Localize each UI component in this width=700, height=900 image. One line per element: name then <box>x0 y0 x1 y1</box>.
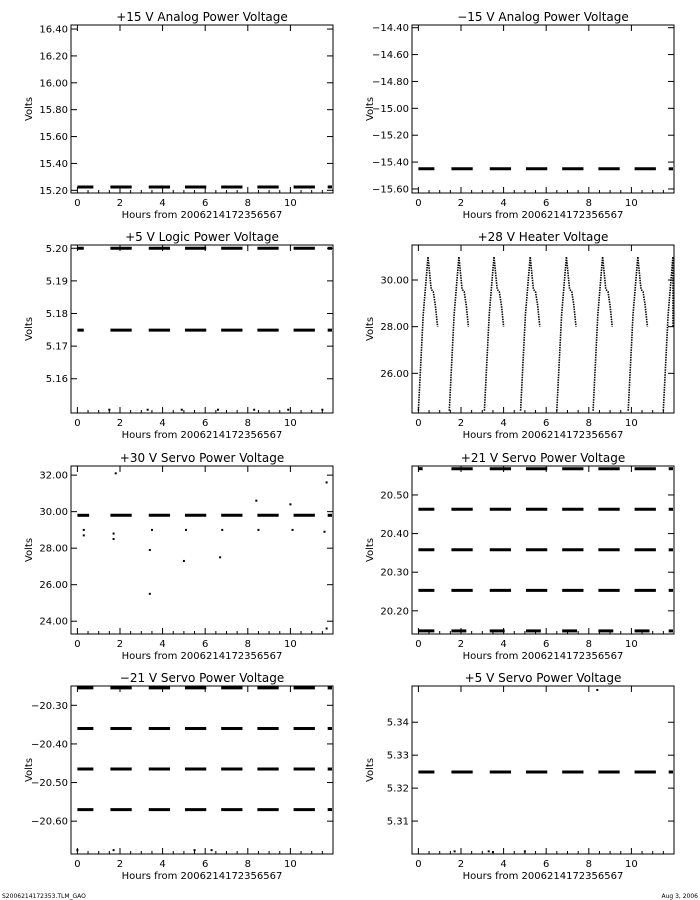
y-tick-label: −14.60 <box>371 50 409 62</box>
data-point <box>194 849 196 851</box>
x-axis-label: Hours from 2006214172356567 <box>462 871 624 882</box>
plot-frame <box>412 245 674 413</box>
y-axis-label: Volts <box>365 537 376 563</box>
x-tick-label: 10 <box>284 418 297 429</box>
x-tick-label: 4 <box>159 418 166 429</box>
plot-frame <box>71 25 333 193</box>
chart-panel-8 <box>365 671 674 882</box>
y-tick-label: 32.00 <box>39 470 68 482</box>
x-tick-label: 4 <box>159 859 166 870</box>
y-tick-label: 28.00 <box>39 543 68 555</box>
data-point <box>115 472 117 474</box>
x-tick-label: 8 <box>585 859 592 870</box>
data-point <box>149 549 151 551</box>
y-axis-label: Volts <box>365 757 376 783</box>
y-tick-label: 20.50 <box>380 490 409 502</box>
x-tick-label: 4 <box>500 418 507 429</box>
y-tick-label: −15.40 <box>371 157 409 169</box>
data-point <box>257 529 259 531</box>
y-tick-label: −20.40 <box>30 739 68 751</box>
y-axis-label: Volts <box>365 96 376 122</box>
x-tick-label: 0 <box>74 859 81 870</box>
x-tick-label: 4 <box>500 639 507 650</box>
plot-frame <box>412 686 674 854</box>
y-axis-label: Volts <box>365 316 376 342</box>
chart-title: −15 V Analog Power Voltage <box>457 10 629 24</box>
data-point <box>83 534 85 536</box>
y-tick-label: 28.00 <box>380 322 409 334</box>
x-tick-label: 0 <box>415 198 422 209</box>
data-point <box>289 503 291 505</box>
data-point <box>149 593 151 595</box>
x-tick-label: 6 <box>543 418 550 429</box>
data-point <box>211 849 213 851</box>
y-tick-label: −20.50 <box>30 778 68 790</box>
data-point <box>76 849 78 851</box>
y-axis-label: Volts <box>24 757 35 783</box>
y-tick-label: −20.30 <box>30 700 68 712</box>
data-point <box>292 529 294 531</box>
x-tick-label: 2 <box>457 639 465 650</box>
x-tick-label: 6 <box>202 418 209 429</box>
x-tick-label: 2 <box>116 859 124 870</box>
y-axis-label: Volts <box>24 316 35 342</box>
chart-panel-6 <box>365 451 674 662</box>
x-tick-label: 0 <box>74 198 81 209</box>
x-tick-label: 6 <box>202 639 209 650</box>
x-tick-label: 10 <box>284 639 297 650</box>
data-point <box>255 500 257 502</box>
x-axis-label: Hours from 2006214172356567 <box>462 430 624 441</box>
x-tick-label: 8 <box>585 418 592 429</box>
y-tick-label: 5.20 <box>45 243 68 255</box>
heater-cycle <box>521 257 540 411</box>
data-point <box>253 409 255 411</box>
chart-title: +28 V Heater Voltage <box>477 230 609 244</box>
y-tick-label: 15.20 <box>39 185 68 197</box>
data-point <box>454 850 456 852</box>
x-tick-label: 10 <box>625 198 638 209</box>
chart-title: +30 V Servo Power Voltage <box>119 451 285 465</box>
y-tick-label: 30.00 <box>39 507 68 519</box>
x-tick-label: 2 <box>457 418 465 429</box>
y-tick-label: 24.00 <box>39 616 68 628</box>
x-tick-label: 10 <box>625 859 638 870</box>
chart-panel-1 <box>24 10 333 221</box>
data-point <box>219 556 221 558</box>
chart-panel-3 <box>24 230 333 441</box>
x-tick-label: 10 <box>284 859 297 870</box>
heater-cycle <box>418 257 437 411</box>
data-point <box>326 481 328 483</box>
y-tick-label: 16.40 <box>39 24 68 36</box>
y-tick-label: 5.34 <box>386 717 409 729</box>
x-tick-label: 4 <box>500 198 507 209</box>
heater-cycle <box>484 257 503 411</box>
x-tick-label: 8 <box>244 639 251 650</box>
x-tick-label: 2 <box>116 639 124 650</box>
x-tick-label: 6 <box>202 859 209 870</box>
x-tick-label: 8 <box>244 418 251 429</box>
footer-date: Aug 3, 2006 <box>661 893 698 900</box>
y-tick-label: 15.40 <box>39 158 68 170</box>
y-tick-label: −15.00 <box>371 103 409 115</box>
y-tick-label: 15.80 <box>39 105 68 117</box>
y-tick-label: 5.31 <box>386 816 409 828</box>
heater-cycle <box>449 257 468 411</box>
data-point <box>221 529 223 531</box>
y-tick-label: 16.20 <box>39 51 68 63</box>
x-tick-label: 10 <box>625 418 638 429</box>
x-axis-label: Hours from 2006214172356567 <box>121 430 283 441</box>
data-point <box>108 409 110 411</box>
x-axis-label: Hours from 2006214172356567 <box>121 651 283 662</box>
x-tick-label: 2 <box>457 859 465 870</box>
y-tick-label: 26.00 <box>380 368 409 380</box>
x-tick-label: 0 <box>74 639 81 650</box>
y-tick-label: 5.33 <box>386 750 409 762</box>
x-tick-label: 8 <box>585 198 592 209</box>
x-axis-label: Hours from 2006214172356567 <box>121 871 283 882</box>
x-tick-label: 0 <box>74 418 81 429</box>
x-tick-label: 6 <box>202 198 209 209</box>
data-point <box>492 851 494 853</box>
data-point <box>185 529 187 531</box>
x-tick-label: 8 <box>244 859 251 870</box>
data-point <box>321 409 323 411</box>
x-tick-label: 8 <box>244 198 251 209</box>
y-tick-label: −15.60 <box>371 184 409 196</box>
y-tick-label: 5.32 <box>386 783 409 795</box>
data-point <box>151 529 153 531</box>
data-point <box>323 531 325 533</box>
y-tick-label: 20.30 <box>380 567 409 579</box>
heater-cycle <box>593 257 612 411</box>
data-point <box>83 529 85 531</box>
chart-title: +15 V Analog Power Voltage <box>116 10 288 24</box>
chart-title: +5 V Logic Power Voltage <box>125 230 279 244</box>
data-point <box>326 628 328 630</box>
x-tick-label: 6 <box>543 198 550 209</box>
x-tick-label: 10 <box>284 198 297 209</box>
y-tick-label: −15.20 <box>371 130 409 142</box>
y-tick-label: 20.40 <box>380 529 409 541</box>
chart-panel-4 <box>365 230 674 441</box>
x-tick-label: 4 <box>159 639 166 650</box>
data-point <box>183 560 185 562</box>
y-tick-label: −14.40 <box>371 23 409 35</box>
y-tick-label: 5.16 <box>45 374 68 386</box>
x-axis-label: Hours from 2006214172356567 <box>462 651 624 662</box>
x-tick-label: 2 <box>116 198 124 209</box>
data-point <box>181 409 183 411</box>
y-tick-label: 20.20 <box>380 606 409 618</box>
y-tick-label: 15.60 <box>39 132 68 144</box>
y-tick-label: 16.00 <box>39 78 68 90</box>
data-point <box>217 409 219 411</box>
chart-panel-2 <box>365 10 674 221</box>
chart-panel-7 <box>24 671 333 882</box>
y-tick-label: 30.00 <box>380 275 409 287</box>
heater-cycle <box>557 257 576 411</box>
x-tick-label: 2 <box>457 198 465 209</box>
x-tick-label: 10 <box>625 639 638 650</box>
x-axis-label: Hours from 2006214172356567 <box>121 210 283 221</box>
data-point <box>524 850 526 852</box>
data-point <box>113 849 115 851</box>
plot-frame <box>71 466 333 634</box>
heater-cycle <box>628 257 647 411</box>
y-tick-label: 5.18 <box>45 309 68 321</box>
y-tick-label: −14.80 <box>371 76 409 88</box>
x-tick-label: 2 <box>116 418 124 429</box>
x-tick-label: 0 <box>415 859 422 870</box>
data-point <box>113 533 115 535</box>
x-tick-label: 6 <box>543 639 550 650</box>
footer-filename: S2006214172353.TLM_GAO <box>2 893 86 900</box>
y-axis-label: Volts <box>24 537 35 563</box>
data-point <box>147 409 149 411</box>
y-tick-label: −20.60 <box>30 816 68 828</box>
x-tick-label: 8 <box>585 639 592 650</box>
x-tick-label: 6 <box>543 859 550 870</box>
y-tick-label: 5.17 <box>45 341 68 353</box>
chart-title: +5 V Servo Power Voltage <box>464 671 622 685</box>
y-tick-label: 26.00 <box>39 580 68 592</box>
chart-title: +21 V Servo Power Voltage <box>460 451 626 465</box>
x-tick-label: 4 <box>500 859 507 870</box>
x-tick-label: 0 <box>415 418 422 429</box>
data-point <box>287 409 289 411</box>
x-tick-label: 0 <box>415 639 422 650</box>
chart-title: −21 V Servo Power Voltage <box>119 671 285 685</box>
x-axis-label: Hours from 2006214172356567 <box>462 210 624 221</box>
chart-panel-5 <box>24 451 333 662</box>
data-point <box>596 689 598 691</box>
data-point <box>113 538 115 540</box>
y-tick-label: 5.19 <box>45 276 68 288</box>
x-tick-label: 4 <box>159 198 166 209</box>
y-axis-label: Volts <box>24 96 35 122</box>
data-point <box>488 850 490 852</box>
